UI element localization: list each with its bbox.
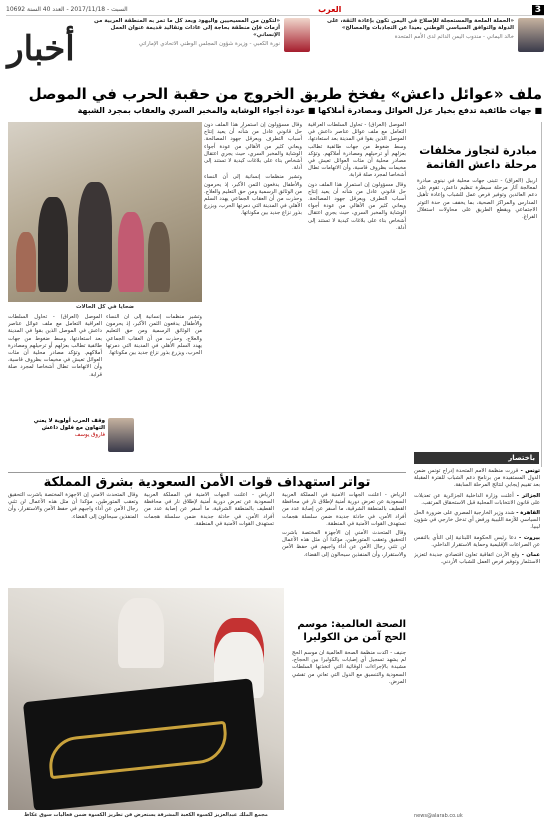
second-headline[interactable]: تواتر استهداف قوات الأمن السعودية بشرق المملكة <box>8 472 406 491</box>
side-story <box>412 122 542 467</box>
photo-caption: مجمع الملك عبدالعزيز لكسوة الكعبة المشرفة يستعرض فن تطريز الكسوة ضمن فعاليات سوق عكاظ <box>24 812 268 818</box>
columnist-box <box>14 418 134 458</box>
brand-logo: العرب <box>318 5 342 14</box>
article-paragraph: الموصل (العراق) - تحاول السلطات العراقية التعامل مع ملف عوائل عناصر داعش في الموصل الذين بقوا في المدينة بعد استعادتها، وسط ضغوط من جهات طائفية تطالب بعزلهم أو ترحيلهم ومصادرة أملاكهم. وتؤكد مصادر محلية أن مئات العوائل تعيش في مخيمات بظروف قاسية، وأن الاتهامات تطال أشخاصا لمجرد صلة قرابة. <box>8 314 102 378</box>
health-headline[interactable]: الصحة العالمية: موسم الحج آمن من الكوليرا <box>297 619 406 643</box>
teaser-1 <box>316 18 544 80</box>
article-column <box>282 492 406 612</box>
lead-story <box>8 122 406 467</box>
columnist-quote: وقف الحرب أولوية لا يعني التهاون مع فلول داعش <box>33 418 105 431</box>
lead-headline[interactable]: ملف «عوائل داعش» يفخخ طريق الخروج من حقبة الحرب في الموصل <box>28 85 542 103</box>
columnist-name: فاروق يوسف <box>74 432 105 438</box>
article-paragraph: وقال المتحدث الأمني إن الأجهزة المختصة باشرت التحقيق وتعقب المتورطين، مؤكدا أن مثل هذه الأعمال لن تثني رجال الأمن عن أداء واجبهم في حفظ الأمن والاستقرار، وأن المنفذين سيحالون إلى القضاء. <box>8 492 138 520</box>
article-paragraph: الرياض - أعلنت الجهات الأمنية في المملكة العربية السعودية عن تعرض دورية أمنية لإطلاق نار في محافظة القطيف بالمنطقة الشرقية، ما أسفر عن إصابة عدد من أفراد الأمن، في حادثة جديدة ضمن سلسلة هجمات تستهدف القوات الأمنية في المنطقة. <box>144 492 274 527</box>
health-body <box>292 650 406 810</box>
brief-item: عمان - وقع الأردن اتفاقية تعاون اقتصادي جديدة لتعزيز الاستثمار وتوفير فرص العمل للشباب الأردني. <box>414 552 540 566</box>
lead-photo <box>8 122 202 302</box>
article-column <box>308 122 406 467</box>
side-story-title[interactable]: مبادرة لتجاوز مخلفات مرحلة داعش القاتمة <box>419 144 537 171</box>
portrait-photo <box>284 18 310 52</box>
teaser-meta: خالد اليماني - مندوب اليمن الدائم لدى الأمم المتحدة <box>394 34 514 40</box>
article-paragraph: الموصل (العراق) - تحاول السلطات العراقية التعامل مع ملف عوائل عناصر داعش في الموصل الذين بقوا في المدينة بعد استعادتها، وسط ضغوط من جهات طائفية تطالب بعزلهم أو ترحيلهم ومصادرة أملاكهم. وتؤكد مصادر محلية أن مئات العوائل تعيش في مخيمات بظروف قاسية، وأن الاتهامات تطال أشخاصا لمجرد صلة قرابة. <box>308 122 406 179</box>
teaser-quote: «لتكون من المسيحيين واليهود وبعد كل ما تمر به المنطقة العربية من أزمات فإن منطقة بحاجة إلى عادات وتقاليد قديمة عنوان العمل الإنساني» <box>94 18 280 38</box>
brief-item: القاهرة - شدد وزير الخارجية المصري على ضرورة الحل السياسي للأزمة الليبية ورفض أي تدخل خارجي في شؤون ليبيا. <box>414 510 540 531</box>
article-paragraph: جنيف - أكدت منظمة الصحة العالمية أن موسم الحج لم يشهد تسجيل أي إصابات بالكوليرا بين الحجاج، مشيدة بالإجراءات الوقائية التي اتخذتها السلطات السعودية والتنسيق مع الدول التي تعاني من تفشي المرض. <box>292 650 406 685</box>
date-line: السبت - 2017/11/18 - العدد 40 السنة 10692 <box>6 6 128 13</box>
article-paragraph: أربيل (العراق) - تتبنى جهات محلية في نينوى مبادرة لمعالجة آثار مرحلة سيطرة تنظيم داعش، تقوم على دعم العائدين وتوفير فرص عمل للشباب وإعادة تأهيل المدارس والمراكز الصحية، بما يخفف من حدة التوتر الاجتماعي ويقطع الطريق على محاولات استغلال الفراغ. <box>417 178 537 221</box>
article-paragraph: الرياض - أعلنت الجهات الأمنية في المملكة العربية السعودية عن تعرض دورية أمنية لإطلاق نار في محافظة القطيف بالمنطقة الشرقية، ما أسفر عن إصابة عدد من أفراد الأمن، في حادثة جديدة ضمن سلسلة هجمات تستهدف القوات الأمنية في المنطقة. <box>282 492 406 527</box>
article-column <box>204 122 302 467</box>
brief-item: الجزائر - أعلنت وزارة الداخلية الجزائرية عن تعديلات على قانون الانتخابات المحلية قبل الاستحقاق المرتقب. <box>414 492 540 506</box>
teaser-meta: نورة الكعبي - وزيرة شؤون المجلس الوطني الاتحادي الإماراتي <box>138 41 280 47</box>
section-name: أخبار <box>7 29 75 69</box>
article-paragraph: وقال المتحدث الأمني إن الأجهزة المختصة باشرت التحقيق وتعقب المتورطين، مؤكدا أن مثل هذه الأعمال لن تثني رجال الأمن عن أداء واجبهم في حفظ الأمن والاستقرار، وأن المنفذين سيحالون إلى القضاء. <box>282 530 406 558</box>
kiswa-photo <box>8 588 284 810</box>
lead-subhead: ■ جهات طائفية تدفع بخيار عزل العوائل ومصادرة أملاكها ■ عودة أجواء الوشاية والمخبر السري والعقاب بمجرد الشبهة <box>77 106 542 115</box>
article-column <box>8 492 138 584</box>
teaser-2 <box>82 18 310 80</box>
brief-item: تونس - قررت منظمة الأمم المتحدة إدراج تونس ضمن الدول المستفيدة من برنامج دعم الشباب للفترة المقبلة بعد تقييم إيجابي لنتائج المرحلة السابقة. <box>414 468 540 489</box>
photo-caption: ضحايا في كل الحالات <box>75 304 135 310</box>
article-paragraph: وقال مسؤولون إن استمرار هذا الملف دون حل قانوني عادل من شأنه أن يعيد إنتاج أسباب التطرف ويعرقل جهود المصالحة. ويعاني كثير من الأهالي من عودة أجواء الوشاية والمخبر السري، حيث يجري اعتقال أشخاص بناء على بلاغات كيدية لا تستند إلى أدلة. <box>308 181 406 231</box>
briefs-list <box>414 468 540 798</box>
header-strip <box>6 18 544 80</box>
brief-item: بيروت - دعا رئيس الحكومة اللبنانية إلى النأي بالنفس عن الصراعات الإقليمية وحماية الاستقرار الداخلي. <box>414 534 540 548</box>
briefs-header: باختصار <box>414 452 539 464</box>
masthead-bar <box>6 4 544 16</box>
article-paragraph: وقال مسؤولون إن استمرار هذا الملف دون حل قانوني عادل من شأنه أن يعيد إنتاج أسباب التطرف ويعرقل جهود المصالحة. ويعاني كثير من الأهالي من عودة أجواء الوشاية والمخبر السري، حيث يجري اعتقال أشخاص بناء على بلاغات كيدية لا تستند إلى أدلة. <box>204 122 302 172</box>
page-number: 3 <box>532 5 544 15</box>
article-paragraph: وتشير منظمات إنسانية إلى أن النساء والأطفال يدفعون الثمن الأكبر، إذ يحرمون من الوثائق الرسمية ومن حق التعليم والعلاج. وحذرت من أن العقاب الجماعي يهدد السلم الأهلي في المدينة التي دمرتها الحرب، ويزرع بذور نزاع جديد بين مكوناتها. <box>204 174 302 217</box>
portrait-photo <box>518 18 544 52</box>
article-paragraph: وتشير منظمات إنسانية إلى أن النساء والأطفال يدفعون الثمن الأكبر، إذ يحرمون من الوثائق الرسمية ومن حق التعليم والعلاج. وحذرت من أن العقاب الجماعي يهدد السلم الأهلي في المدينة التي دمرتها الحرب، ويزرع بذور نزاع جديد بين مكوناتها. <box>106 314 202 357</box>
teaser-quote: «الحملة الملحة والمستعجلة للإصلاح في اليمن تكون بإعادة الثقة، على الدولة والتوافق السياسي الوطني بعيدا عن التجاذبات والمصالح» <box>327 18 514 31</box>
contact-email[interactable]: news@alarab.co.uk <box>414 813 463 819</box>
side-story-body <box>417 178 537 418</box>
columnist-photo <box>108 418 134 452</box>
article-column <box>144 492 274 584</box>
